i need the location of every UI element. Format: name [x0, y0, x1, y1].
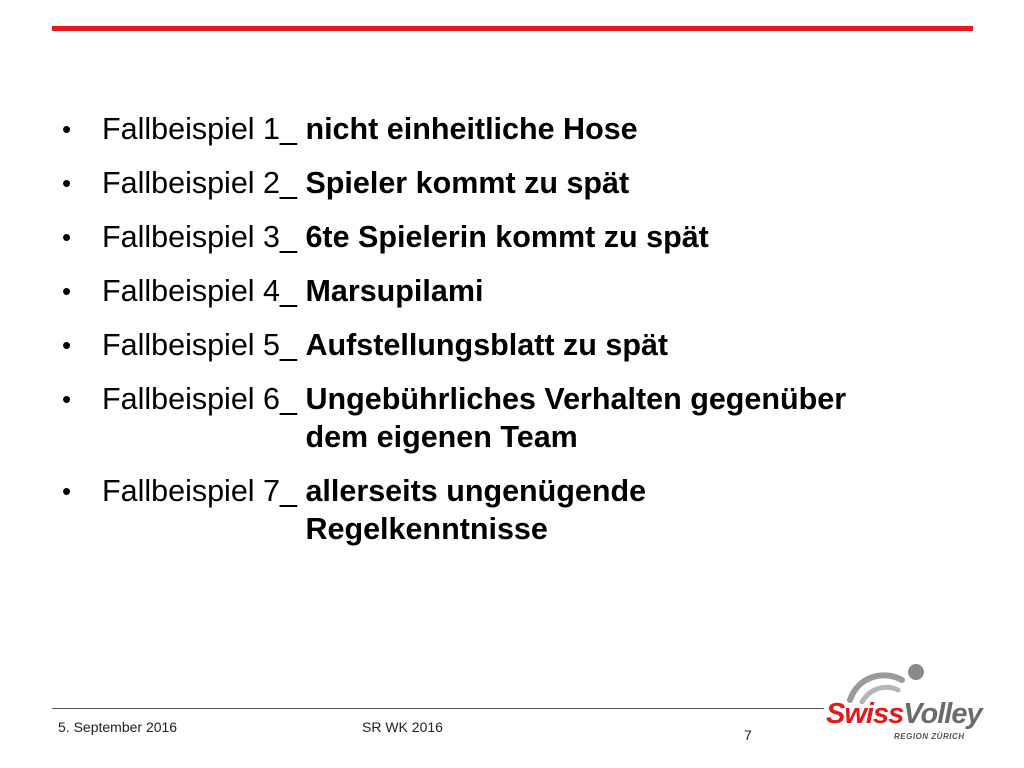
list-item — [62, 472, 846, 548]
case-label: Fallbeispiel 5_ — [102, 328, 306, 362]
list-item — [62, 164, 846, 202]
footer-date: 5. September 2016 — [58, 719, 178, 735]
case-title: Marsupilami — [305, 274, 484, 308]
case-title: nicht einheitliche Hose — [305, 112, 638, 146]
logo-volley-text: Volley — [903, 698, 982, 730]
case-title: allerseits ungenügende Regelkenntnisse — [305, 474, 647, 546]
case-title: Aufstellungsblatt zu spät — [305, 328, 669, 362]
bullet-icon: • — [62, 384, 72, 414]
swiss-volley-logo — [826, 662, 982, 746]
case-study-list — [62, 110, 846, 564]
list-item — [62, 380, 846, 456]
page-number: 7 — [744, 727, 752, 743]
bullet-icon: • — [62, 476, 72, 506]
footer-divider — [52, 708, 824, 709]
case-label: Fallbeispiel 4_ — [102, 274, 306, 308]
logo-wordmark — [826, 698, 982, 731]
logo-region-text: REGION ZÜRICH — [894, 732, 965, 741]
list-item — [62, 326, 846, 364]
logo-swiss-text: Swiss — [826, 698, 904, 730]
case-label: Fallbeispiel 6_ — [102, 382, 306, 416]
case-title: 6te Spielerin kommt zu spät — [305, 220, 709, 254]
list-item — [62, 218, 846, 256]
bullet-icon: • — [62, 330, 72, 360]
case-title: Spieler kommt zu spät — [305, 166, 630, 200]
bullet-icon: • — [62, 114, 72, 144]
case-label: Fallbeispiel 1_ — [102, 112, 306, 146]
case-label: Fallbeispiel 7_ — [102, 474, 306, 508]
bullet-icon: • — [62, 276, 72, 306]
case-label: Fallbeispiel 2_ — [102, 166, 306, 200]
case-label: Fallbeispiel 3_ — [102, 220, 306, 254]
case-title: Ungebührliches Verhalten gegenüber dem eigenen Team — [305, 382, 847, 454]
title-accent-bar — [52, 26, 973, 31]
footer-event-label: SR WK 2016 — [362, 719, 443, 735]
list-item — [62, 110, 846, 148]
list-item — [62, 272, 846, 310]
bullet-icon: • — [62, 222, 72, 252]
bullet-icon: • — [62, 168, 72, 198]
